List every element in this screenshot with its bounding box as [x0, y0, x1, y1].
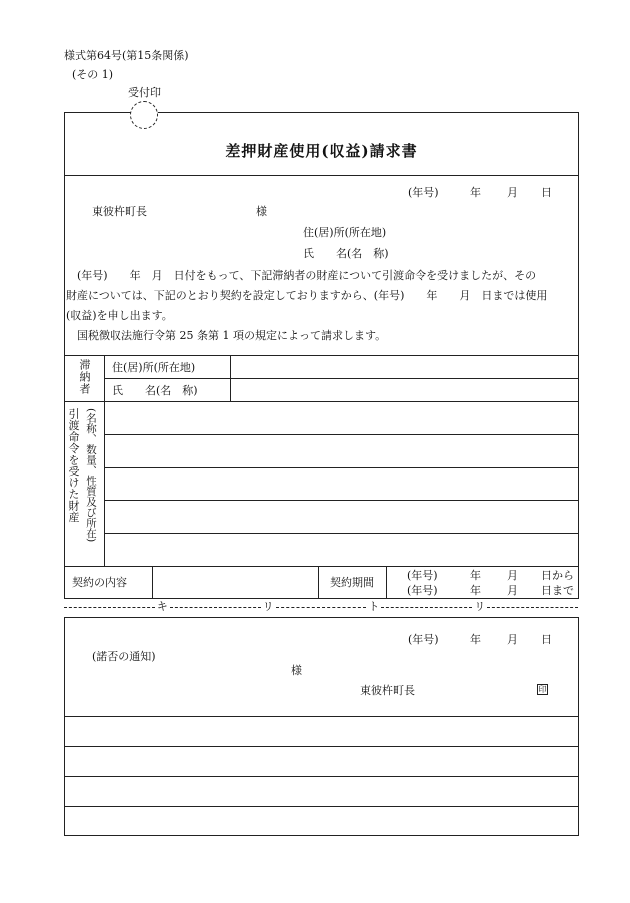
cut-dash [170, 607, 261, 608]
divider [104, 378, 579, 379]
delinquent-label: 滞納者 [78, 359, 91, 395]
response-date-year: 年 [470, 633, 481, 646]
divider [386, 566, 387, 599]
divider [64, 776, 579, 777]
divider [64, 806, 579, 807]
divider [318, 566, 319, 599]
period-to-era: (年号) [407, 584, 438, 597]
cut-dash [381, 607, 472, 608]
form-number: 様式第64号(第15条関係) [64, 49, 189, 62]
body-line: (年号) 年 月 日付をもって、下記滞納者の財産について引渡命令を受けましたが、その [66, 269, 537, 282]
cut-line [64, 600, 578, 614]
response-issuer: 東彼杵町長 [360, 684, 415, 697]
addressee-honorific: 様 [256, 205, 267, 218]
request-title: 差押財産使用(収益)請求書 [225, 142, 418, 160]
divider [104, 355, 105, 566]
period-to-suffix: 日まで [541, 584, 574, 597]
request-body [66, 266, 578, 346]
period-to-month: 月 [507, 584, 518, 597]
applicant-name-label: 氏 名(名 称) [303, 247, 389, 260]
receipt-seal-label: 受付印 [128, 86, 161, 99]
response-honorific: 様 [291, 664, 302, 677]
cut-char: ト [368, 600, 380, 614]
addressee: 東彼杵町長 [92, 205, 147, 218]
cut-char: リ [262, 600, 274, 614]
divider [104, 434, 579, 435]
delinquent-address-label: 住(居)所(所在地) [112, 361, 196, 374]
contract-period-label: 契約期間 [330, 576, 374, 589]
date-era: (年号) [408, 186, 439, 199]
cut-char: リ [474, 600, 486, 614]
divider [104, 533, 579, 534]
date-year: 年 [470, 186, 481, 199]
cut-char: キ [156, 600, 168, 614]
cut-dash [276, 607, 367, 608]
divider [104, 467, 579, 468]
period-from-year: 年 [470, 569, 481, 582]
divider [64, 355, 579, 356]
response-date-month: 月 [507, 633, 518, 646]
body-line: 財産については、下記のとおり契約を設定しておりますから、(年号) 年 月 日までは使用 [66, 289, 548, 302]
period-to-year: 年 [470, 584, 481, 597]
divider [64, 401, 579, 402]
property-label: 引渡命令を受けた財産 [67, 408, 80, 523]
body-line: (収益)を申し出ます。 [66, 309, 173, 322]
period-from-suffix: 日から [541, 569, 574, 582]
response-date-era: (年号) [408, 633, 439, 646]
divider [64, 175, 579, 176]
period-from-era: (年号) [407, 569, 438, 582]
applicant-address-label: 住(居)所(所在地) [303, 226, 387, 239]
form-sub-number: (その 1) [72, 68, 114, 81]
notice-label: (諾否の通知) [92, 650, 156, 663]
date-day: 日 [541, 186, 552, 199]
seal-stamp-icon: 印 [538, 685, 547, 694]
contract-content-label: 契約の内容 [72, 576, 127, 589]
date-month: 月 [507, 186, 518, 199]
divider [64, 566, 579, 567]
period-from-month: 月 [507, 569, 518, 582]
cut-dash [64, 607, 155, 608]
cut-dash [487, 607, 578, 608]
body-line: 国税徴収法施行令第 25 条第 1 項の規定によって請求します。 [66, 329, 387, 342]
divider [64, 746, 579, 747]
receipt-seal-circle [130, 101, 158, 129]
divider [152, 566, 153, 599]
delinquent-name-label: 氏 名(名 称) [112, 384, 198, 397]
divider [104, 500, 579, 501]
divider [64, 716, 579, 717]
response-date-day: 日 [541, 633, 552, 646]
property-sublabel: (名称、数量、性質及び所在) [85, 408, 97, 543]
